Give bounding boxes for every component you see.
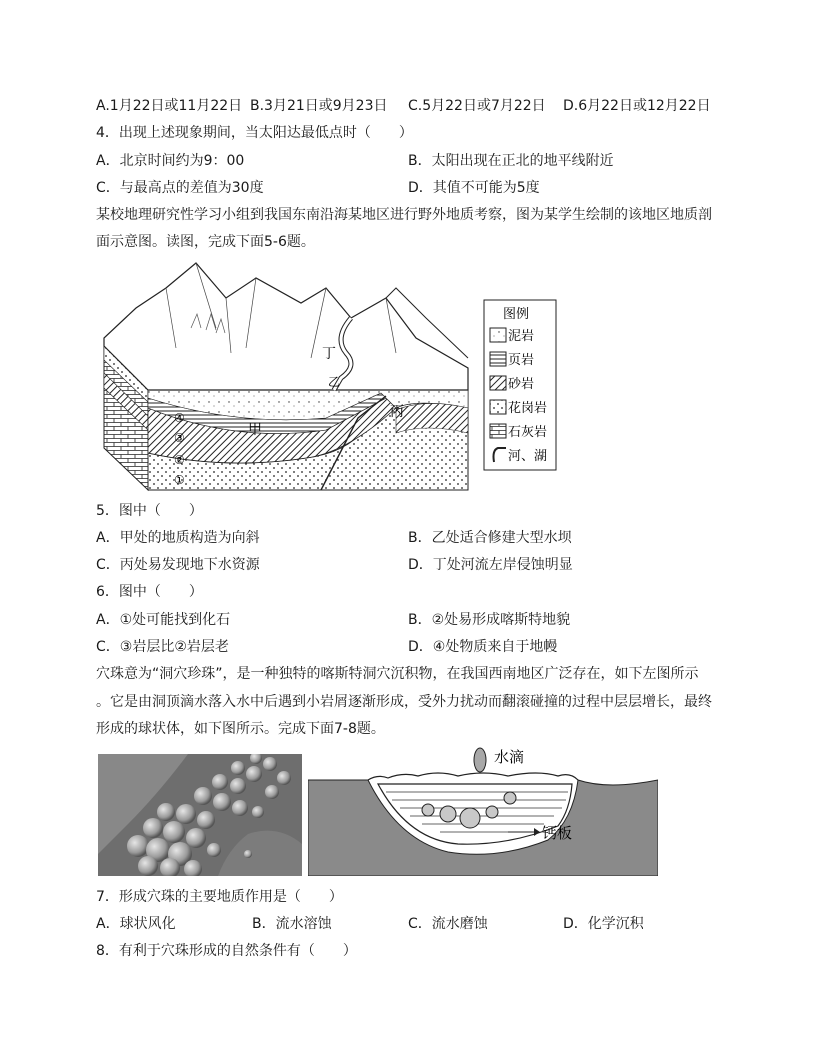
legend	[484, 300, 556, 470]
layer-number-1: ①	[174, 473, 185, 487]
label-water-drop: 水滴	[494, 748, 525, 766]
legend-sandstone: 砂岩	[508, 377, 535, 392]
q5-stem: 5．图中（ ）	[96, 503, 203, 519]
layer-number-3: ③	[174, 431, 185, 445]
legend-river-lake: 河、湖	[508, 449, 548, 464]
legend-shale: 页岩	[508, 353, 535, 368]
geologic-section-figure	[96, 258, 560, 494]
passage1-line-1: 某校地理研究性学习小组到我国东南沿海某地区进行野外地质考察，图为某学生绘制的该地区地质剖	[96, 207, 712, 223]
q5-option-b: B．乙处适合修建大型水坝	[408, 530, 572, 546]
q3-option-c: C.5月22日或7月22日	[408, 98, 546, 114]
passage2-line-3: 形成的球状体，如下图所示。完成下面7-8题。	[96, 721, 385, 737]
legend-title: 图例	[503, 307, 530, 322]
q7-option-d: D．化学沉积	[563, 916, 644, 932]
q6-option-d: D．④处物质来自于地幔	[408, 639, 558, 655]
q7-stem: 7．形成穴珠的主要地质作用是（ ）	[96, 889, 343, 905]
label-ding: 丁	[322, 346, 336, 362]
label-calcium-plate: 钙板	[542, 824, 573, 842]
q7-option-b: B．流水溶蚀	[252, 916, 332, 932]
q3-option-a: A.1月22日或11月22日	[96, 98, 243, 114]
q5-option-a: A．甲处的地质构造为向斜	[96, 530, 260, 546]
layer-number-4: ④	[174, 411, 185, 425]
cave-pearl-diagram	[308, 740, 658, 876]
q3-option-d: D.6月22日或12月22日	[563, 98, 711, 114]
legend-mudstone: 泥岩	[508, 329, 535, 344]
q6-stem: 6．图中（ ）	[96, 584, 203, 600]
legend-limestone: 石灰岩	[508, 425, 548, 440]
label-yi: 乙	[328, 375, 341, 389]
q6-option-c: C．③岩层比②岩层老	[96, 639, 229, 655]
q4-option-a: A．北京时间约为9：00	[96, 153, 245, 169]
legend-granite: 花岗岩	[508, 401, 548, 416]
q5-option-d: D．丁处河流左岸侵蚀明显	[408, 557, 573, 573]
q4-stem: 4．出现上述现象期间，当太阳达最低点时（ ）	[96, 125, 413, 141]
passage2-line-2: 。它是由洞顶滴水落入水中后遇到小岩屑逐渐形成，受外力扰动而翻滚碰撞的过程中层层增长，最终	[96, 694, 712, 710]
q6-option-a: A．①处可能找到化石	[96, 612, 231, 628]
passage1-line-2: 面示意图。读图，完成下面5-6题。	[96, 234, 315, 250]
q7-option-a: A．球状风化	[96, 916, 176, 932]
q3-option-b: B.3月21日或9月23日	[250, 98, 388, 114]
label-bing: 丙	[390, 404, 404, 420]
q7-option-c: C．流水磨蚀	[408, 916, 488, 932]
passage2-line-1: 穴珠意为“洞穴珍珠”，是一种独特的喀斯特洞穴沉积物，在我国西南地区广泛存在，如下左图所示	[96, 666, 699, 682]
water-drop-icon	[474, 748, 486, 772]
q4-option-c: C．与最高点的差值为30度	[96, 180, 264, 196]
q5-option-c: C．丙处易发现地下水资源	[96, 557, 260, 573]
q8-stem: 8．有利于穴珠形成的自然条件有（ ）	[96, 943, 357, 959]
layer-number-2: ②	[174, 453, 185, 467]
q4-option-d: D．其值不可能为5度	[408, 180, 540, 196]
label-jia: 甲	[248, 422, 262, 438]
q4-option-b: B．太阳出现在正北的地平线附近	[408, 153, 614, 169]
cave-pearl-photo	[98, 754, 302, 876]
q6-option-b: B．②处易形成喀斯特地貌	[408, 612, 571, 628]
